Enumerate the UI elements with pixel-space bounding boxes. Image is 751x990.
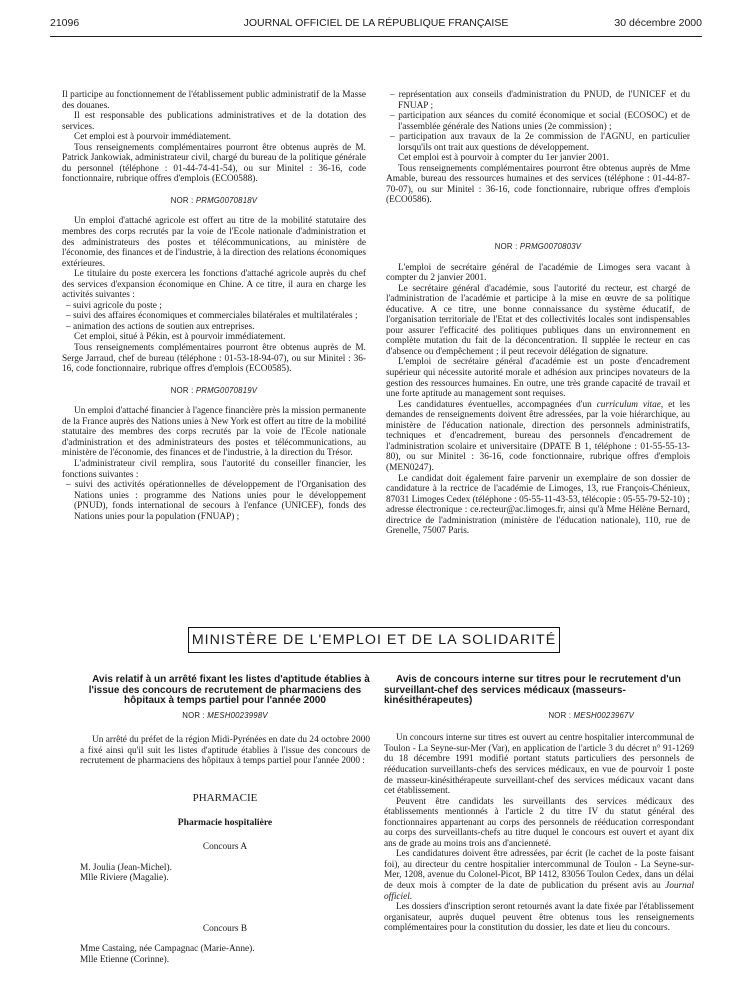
name-entry: M. Joulia (Jean-Michel). — [80, 862, 172, 873]
name-entry: Mlle Etienne (Corinne). — [80, 954, 170, 965]
nor-reference — [62, 196, 366, 207]
nor-code: PRMG0070803V — [519, 242, 582, 252]
page-header — [50, 14, 702, 37]
left-column — [62, 90, 366, 522]
paragraph: Peuvent être candidats les surveillants des services médicaux des établissements mentionnés à l'article 2 du titre IV du statut général des fonctionnaires appartenant au corps des personnels de rééducation correspondant au corps des surveillants-chefs au titre duquel le concours est ouvert et ayant dix ans de grade au moins trois ans d'ancienneté. — [384, 796, 694, 849]
list-item: – suivi agricole du poste ; — [66, 300, 162, 311]
surveillant-notice — [384, 675, 694, 934]
paragraph: Un concours interne sur titres est ouvert au centre hospitalier intercommunal de Toulon - La Seyne-sur-Mer (Var), en application de l'article 3 du décret n° 91-1269 du 18 décembre 1991 modifié portant statuts particuliers des personnels de rééducation surveillants-chefs des services médicaux, en vue de pourvoir 1 poste de masseur-kinésithérapeute surveillant-chef des services médicaux vacant dans cet établissement. — [384, 733, 694, 797]
text-run: et les demandes de renseignements doivent être adressées, par la voie hiérarchique, au ministère de l'éducation nationale, direction des personnels administratifs, techniques et d'encadrement, bureau des personnels d'encadrement de l'administration scolaire et universitaire (DPATE B 1, téléphone : 01-55-55-13-80), ou sur Minitel : 36-16, code fonctionnaire, rubrique offres d'emplois (MEN0247). — [386, 399, 691, 473]
list-item: – animation des actions de soutien aux entreprises. — [66, 321, 255, 332]
notice-title: Avis relatif à un arrêté fixant les listes d'aptitude établies à l'issue des concours de recrutement de pharmaciens des hôpitaux à temps partiel pour l'année 2000 — [88, 674, 370, 707]
nor-reference — [384, 711, 634, 722]
nor-code: MESH0023998V — [207, 710, 268, 720]
concours-heading: Concours B — [202, 923, 248, 934]
text-run: Les candidatures doivent être adressées, par écrit (le cachet de la poste faisant foi), au directeur du centre hospitalier intercommunal de Toulon - La Seyne-sur-Mer, 1208, avenue du Colonel-Picot, BP 1412, 83056 Toulon Cedex, dans un délai de deux mois à compter de la date de publication du présent avis au — [384, 849, 694, 891]
nor-code: PRMG0070818V — [195, 195, 258, 205]
nor-code: MESH0023967V — [573, 710, 634, 720]
paragraph: Il participe au fonctionnement de l'établissement public administratif de la Masse des douanes. — [62, 90, 366, 111]
page-number: 21096 — [50, 17, 80, 29]
list-item: – participation aux travaux de la 2e commission de l'AGNU, en particulier lorsqu'ils ont trait aux questions de développement. — [390, 132, 690, 153]
section-subheading: Pharmacie hospitalière — [177, 816, 273, 828]
paragraph: L'emploi de secrétaire général d'académie est un poste d'encadrement supérieur qui nécessite autorité morale et adhésion aux principes novateurs de la gestion des ressources humaines. En outre, une très grande capacité de travail et une forte aptitude au management sont requises. — [386, 357, 690, 400]
italic-text: Journal officiel. — [384, 880, 694, 902]
paragraph: Le candidat doit également faire parvenir un exemplaire de son dossier de candidature à la rectrice de l'académie de Limoges, 13, rue François-Chénieux, 87031 Limoges Cedex (téléphone : 05-55-11-43-53, télécopie : 05-55-79-52-10) ; adresse électronique : ce.recteur@ac.limoges.fr, ainsi qu'à Mme Hélène Bernard, directrice de l'administration (ministère de l'éducation nationale), 110, rue de Grenelle, 75007 Paris. — [386, 473, 690, 537]
name-entry: Mlle Riviere (Magalie). — [80, 873, 169, 884]
paragraph: Cet emploi, situé à Pékin, est à pourvoir immédiatement. — [74, 332, 286, 343]
concours-heading: Concours A — [202, 842, 248, 853]
paragraph — [386, 400, 690, 474]
nor-code: PRMG0070819V — [195, 385, 258, 395]
italic-text: curriculum vitae, — [596, 399, 664, 410]
list-item: – suivi des affaires économiques et commerciales bilatérales et multilatérales ; — [66, 311, 358, 322]
nor-label: NOR : — [170, 385, 194, 395]
notice-title: Avis de concours interne sur titres pour le recrutement d'un surveillant-chef des services médicaux (masseurs-kinésithérapeutes) — [384, 674, 681, 707]
nor-reference — [386, 242, 690, 253]
nor-label: NOR : — [548, 710, 572, 720]
name-entry: Mme Castaing, née Campagnac (Marie-Anne). — [80, 944, 255, 955]
paragraph: Un arrêté du préfet de la région Midi-Pyrénées en date du 24 octobre 2000 a fixé ainsi qu'il suit les listes d'aptitude établies à l'issue des concours de recrutement de pharmaciens des hôpitaux à temps partiel pour l'année 2000 : — [80, 735, 370, 767]
paragraph: Un emploi d'attaché agricole est offert au titre de la mobilité statutaire des membres des corps recrutés par la voie de l'Ecole nationale d'administration et des administrateurs des postes et télécommunications, au ministère de l'économie, des finances et de l'industrie, à la direction des relations économiques extérieures. — [62, 216, 366, 269]
text-run: Les candidatures éventuelles, accompagnées d'un — [398, 399, 597, 410]
nor-reference — [80, 711, 370, 722]
paragraph: Le secrétaire général d'académie, sous l'autorité du recteur, est chargé de l'administration de l'académie et participe à la mise en œuvre de sa politique éducative. A ce titre, une bonne connaissance du système éducatif, de l'organisation territoriale de l'Etat et des collectivités locales sont indispensables pour assurer l'efficacité des politiques publiques dans un environnement en complète mutation du fait de la déconcentration. Il supplée le recteur en cas d'absence ou d'empêchement ; il peut recevoir délégation de signature. — [386, 283, 690, 357]
list-item: – suivi des activités opérationnelles de développement de l'Organisation des Nations unies : programme des Nations unies pour le développement (PNUD), fonds international de secours à l'enfance (UNICEF), fonds des Nations unies pour la population (FNUAP) ; — [66, 480, 366, 522]
nor-label: NOR : — [170, 195, 194, 205]
pharmacist-notice — [80, 675, 370, 965]
paragraph — [384, 849, 694, 902]
section-heading: PHARMACIE — [192, 791, 258, 804]
paragraph: Un emploi d'attaché financier à l'agence financière près la mission permanente de la France auprès des Nations unies à New York est offert au titre de la mobilité statutaire des membres des corps recrutés par la voie de l'Ecole nationale d'administration et des administrateurs des postes et télécommunications, au ministère de l'économie, des finances et de l'industrie, à la direction du Trésor. — [62, 406, 366, 459]
paragraph: Le titulaire du poste exercera les fonctions d'attaché agricole auprès du chef des services d'expansion économique en Chine. A ce titre, il aura en charge les activités suivantes : — [62, 269, 366, 301]
paragraph: Cet emploi est à pourvoir à compter du 1er janvier 2001. — [398, 153, 609, 164]
issue-date: 30 décembre 2000 — [614, 17, 702, 29]
journal-title: JOURNAL OFFICIEL DE LA RÉPUBLIQUE FRANÇAISE — [243, 17, 509, 29]
nor-label: NOR : — [182, 710, 205, 720]
paragraph: L'emploi de secrétaire général de l'académie de Limoges sera vacant à compter du 2 janvier 2001. — [386, 262, 690, 284]
right-column — [386, 90, 690, 537]
paragraph: Il est responsable des publications administratives et de la dotation des services. — [62, 111, 366, 132]
nor-reference — [62, 386, 366, 397]
nor-label: NOR : — [494, 242, 518, 252]
paragraph: Tous renseignements complémentaires pourront être obtenus auprès de M. Patrick Jankowiak, administrateur civil, chargé du bureau de la politique générale du personnel (téléphone : 01-44-74-41-54), ou sur Minitel : 36-16, code fonctionnaire, rubrique offres d'emplois (ECO0588). — [62, 142, 366, 185]
paragraph: L'administrateur civil remplira, sous l'autorité du conseiller financier, les fonctions suivantes : — [62, 458, 366, 480]
ministry-banner: MINISTÈRE DE L'EMPLOI ET DE LA SOLIDARITÉ — [188, 627, 560, 653]
list-item: – participation aux séances du comité économique et social (ECOSOC) et de l'assemblée générale des Nations unies (2e commission) ; — [390, 111, 690, 132]
paragraph: Les dossiers d'inscription seront retournés avant la date fixée par l'établissement organisateur, auprès duquel peuvent être obtenus tous les renseignements complémentaires pour la constitution du dossier, les date et lieu du concours. — [384, 902, 694, 934]
list-item: – représentation aux conseils d'administration du PNUD, de l'UNICEF et du FNUAP ; — [390, 90, 690, 111]
paragraph: Tous renseignements complémentaires pourront être obtenus auprès de Mme Amable, bureau des ressources humaines et des services (téléphone : 01-44-87-70-07), ou sur Minitel : 36-16, code fonctionnaire, rubrique offres d'emplois (ECO0586). — [386, 163, 690, 206]
paragraph: Tous renseignements complémentaires pourront être obtenus auprès de M. Serge Jarraud, chef de bureau (téléphone : 01-53-18-94-07), ou sur Minitel : 36-16, code fonctionnaire, rubrique offres d'emplois (ECO0585). — [62, 343, 366, 375]
paragraph: Cet emploi est à pourvoir immédiatement. — [74, 132, 231, 143]
